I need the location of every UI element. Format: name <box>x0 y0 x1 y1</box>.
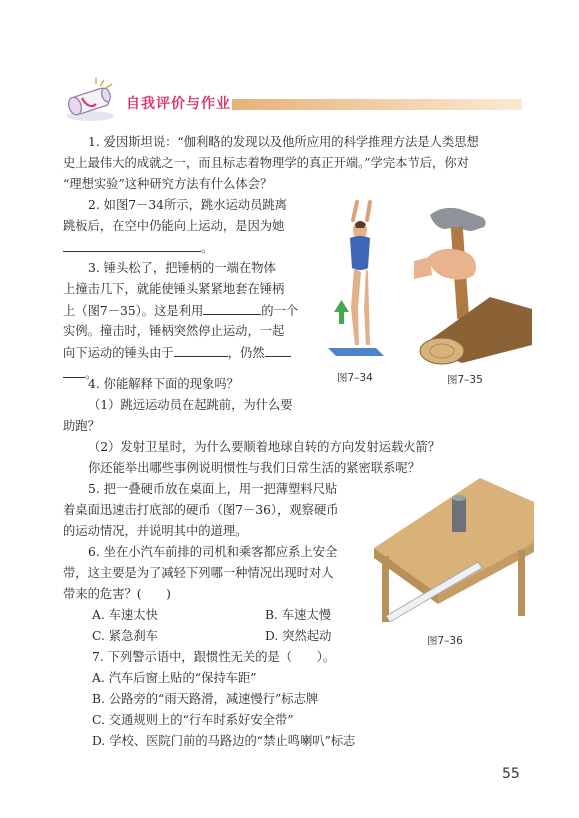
q6-option-b: B. 车速太慢 <box>265 608 332 622</box>
q2-line-2: 跳板后，在空中仍能向上运动，是因为她 <box>63 219 285 233</box>
q4-line-5: 你还能举出哪些事例说明惯性与我们日常生活的紧密联系呢？ <box>88 461 421 475</box>
header-bar <box>232 99 522 110</box>
figure-caption-7-34: 图7–34 <box>337 372 373 384</box>
q6-option-d: D. 突然起动 <box>265 629 332 643</box>
q6-line-2: 带，这主要是为了减轻下列哪一种情况出现时对人 <box>63 566 334 580</box>
answer-blank <box>63 239 201 252</box>
q5-line-2: 着桌面迅速击打底部的硬币（图7－36），观察硬币 <box>63 503 339 517</box>
q3-line-1: 3. 锤头松了，把锤柄的一端在物体 <box>88 261 276 275</box>
diver-figure <box>320 200 400 365</box>
q7-option-a: A. 汽车后窗上贴的“保持车距” <box>92 671 257 685</box>
scroll-icon <box>60 78 122 124</box>
q2-line-1: 2. 如图7－34所示，跳水运动员跳离 <box>88 198 287 212</box>
q3-line-5: 向下运动的锤头由于 ，仍然 <box>63 344 291 361</box>
q3-line-4: 实例。撞击时，锤柄突然停止运动，一起 <box>63 324 285 338</box>
coins-table-figure <box>368 476 534 626</box>
answer-blank <box>63 365 85 378</box>
q4-line-2: （1）跳远运动员在起跳前，为什么要 <box>88 398 293 412</box>
answer-blank <box>174 344 228 357</box>
q5-line-1: 5. 把一叠硬币放在桌面上，用一把薄塑料尺贴 <box>88 482 338 496</box>
q7-option-c: C. 交通规则上的“行车时系好安全带” <box>92 713 294 727</box>
answer-blank <box>203 302 261 315</box>
q1-line-2: 史上最伟大的成就之一，而且标志着物理学的真正开端。”学完本节后，你对 <box>63 156 469 170</box>
q7-line-1: 7. 下列警示语中，跟惯性无关的是（ ）。 <box>92 650 336 664</box>
figure-caption-7-35: 图7–35 <box>447 374 483 386</box>
q7-option-b: B. 公路旁的“雨天路滑，减速慢行”标志牌 <box>92 692 319 706</box>
q3-line-2: 上撞击几下，就能使锤头紧紧地套在锤柄 <box>63 282 285 296</box>
q7-option-d: D. 学校、医院门前的马路边的“禁止鸣喇叭”标志 <box>92 734 356 748</box>
q3-line-6: 。 <box>63 365 97 382</box>
q2-line-3: 。 <box>63 239 213 256</box>
q6-line-1: 6. 坐在小汽车前排的司机和乘客都应系上安全 <box>88 545 338 559</box>
section-title: 自我评价与作业 <box>126 96 231 112</box>
q1-line-1: 1. 爱因斯坦说：“伽利略的发现以及他所应用的科学推理方法是人类思想 <box>88 135 479 149</box>
figure-caption-7-36: 图7–36 <box>427 635 463 647</box>
q4-line-3: 助跑？ <box>63 419 100 433</box>
q6-option-c: C. 紧急刹车 <box>92 629 158 643</box>
q1-line-3: “理想实验”这种研究方法有什么体会？ <box>63 177 273 191</box>
q4-line-1: 4. 你能解释下面的现象吗？ <box>88 377 239 391</box>
q5-line-3: 的运动情况，并说明其中的道理。 <box>63 524 248 538</box>
page-number: 55 <box>502 766 520 782</box>
q6-option-a: A. 车速太快 <box>92 608 158 622</box>
answer-blank <box>265 344 291 357</box>
q6-line-3: 带来的危害？( ) <box>63 587 171 601</box>
hammer-figure <box>414 205 534 365</box>
q4-line-4: （2）发射卫星时，为什么要顺着地球自转的方向发射运载火箭？ <box>88 440 441 454</box>
q3-line-3: 上（图7－35）。这是利用 的一个 <box>63 304 299 318</box>
